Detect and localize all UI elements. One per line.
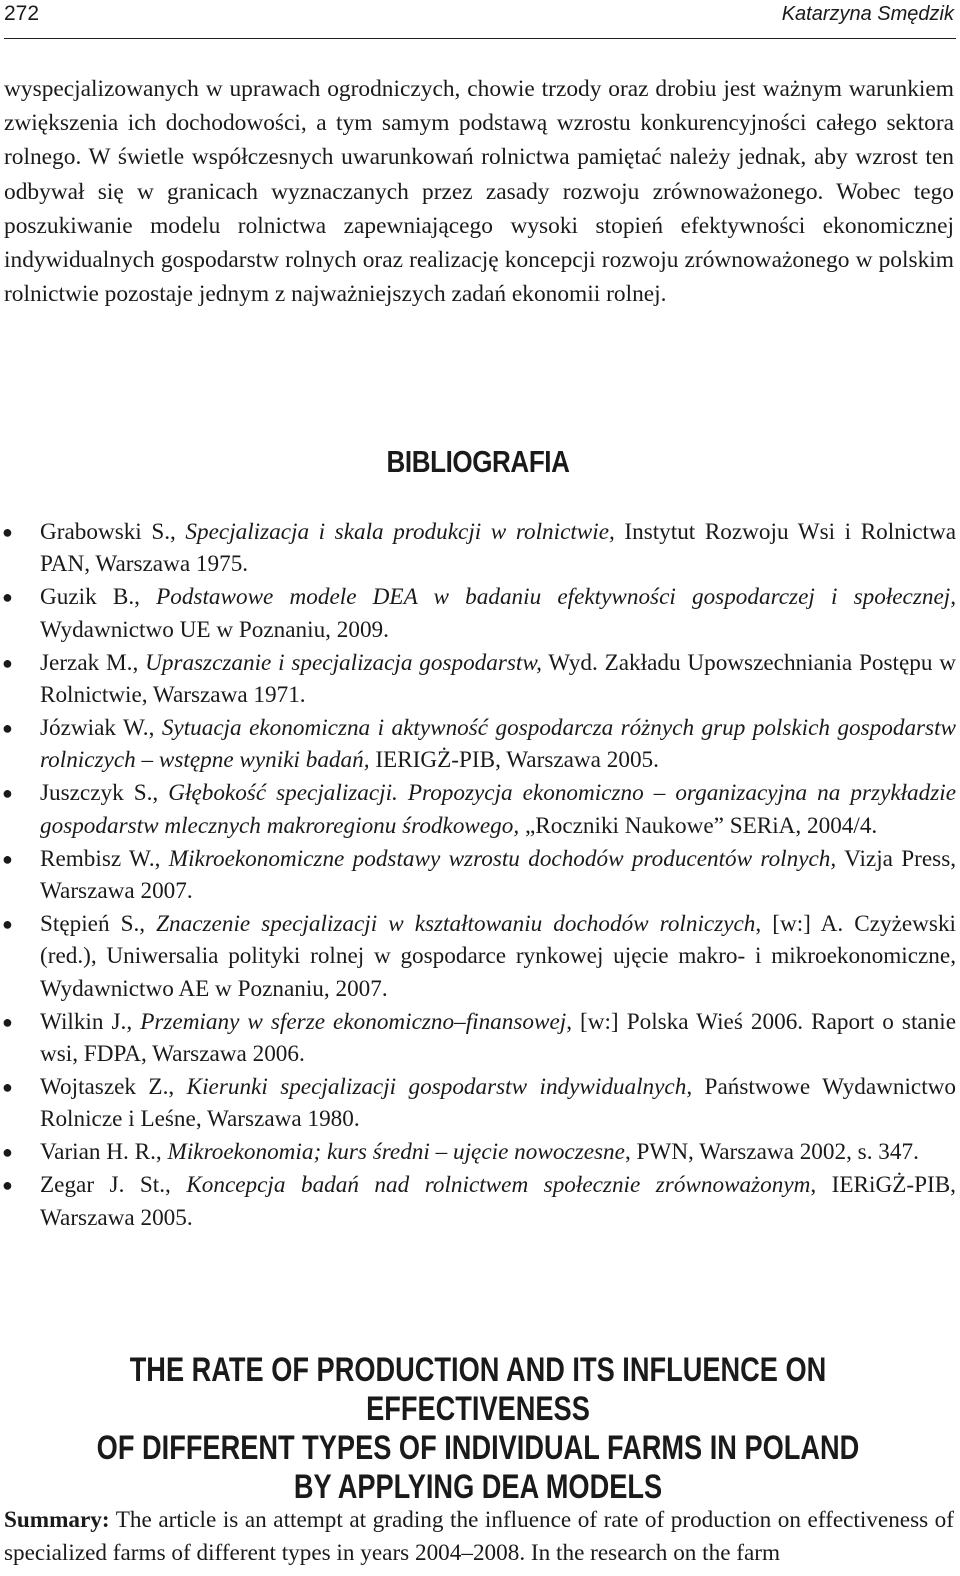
bullet-icon: ● xyxy=(2,913,13,934)
bullet-icon: ● xyxy=(2,1142,13,1163)
bibliography-entry xyxy=(0,647,956,712)
entry-author: Zegar J. St. xyxy=(40,1172,166,1199)
entry-separator: , xyxy=(152,780,169,807)
bibliography-entry xyxy=(0,516,956,581)
entry-publication: Państwowe Wydawnictwo Rolnicze i Leśne, Warszawa 1980. xyxy=(40,1073,957,1133)
english-title xyxy=(96,1351,861,1507)
entry-author: Juszczyk S. xyxy=(40,780,153,807)
summary-text: The article is an attempt at grading the influence of rate of production on effectiveness of specialized farms of different types in years 2004–2008. In the research on the farm xyxy=(4,1507,954,1566)
body-paragraph: wyspecjalizowanych w uprawach ogrodniczych, chowie trzody oraz drobiu jest ważnym warunkiem zwiększenia ich dochodowości, a tym samym podstawą wzrostu konkurencyjności całego sektora rolnego. W świetle współczesnych uwarunkowań rolnictwa pamiętać należy jednak, aby wzrost ten odbywał się w granicach wyznaczanych przez zasady rozwoju zrównoważonego. Wobec tego poszukiwanie modelu rolnictwa zapewniającego wysoki stopień efektywności ekonomicznej indywidualnych gospodarstw rolnych oraz realizację koncepcji rozwoju zrównoważonego w polskim rolnictwie pozostaje jednym z najważniejszych zadań ekonomii rolnej. xyxy=(4,76,954,308)
entry-separator: , xyxy=(154,845,169,872)
entry-publication: „Roczniki Naukowe” SERiA, 2004/4. xyxy=(519,812,878,839)
entry-title: Sytuacja ekonomiczna i aktywność gospodarcza różnych grup polskich gospodarstw rolniczych – wstępne wyniki badań, xyxy=(40,714,956,774)
english-title-line: THE RATE OF PRODUCTION AND ITS INFLUENCE ON EFFECTIVENESS xyxy=(129,1351,827,1428)
bullet-icon: ● xyxy=(2,848,13,869)
page-number: 272 xyxy=(4,2,40,25)
entry-publication: Instytut Rozwoju Wsi i Rolnictwa PAN, Warszawa 1975. xyxy=(40,519,956,578)
entry-author: Jerzak M. xyxy=(40,649,133,676)
bullet-icon: ● xyxy=(2,652,13,673)
bibliography-entry xyxy=(0,1071,956,1136)
bibliography-entry xyxy=(0,843,956,908)
bullet-icon: ● xyxy=(2,587,13,608)
entry-author: Stępień S. xyxy=(40,910,140,937)
bullet-icon: ● xyxy=(2,717,13,738)
entry-author: Rembisz W. xyxy=(40,845,155,872)
entry-publication: , PWN, Warszawa 2002, s. 347. xyxy=(624,1139,919,1166)
entry-publication: , [w:] Polska Wieś 2006. Raport o stanie wsi, FDPA, Warszawa 2006. xyxy=(40,1008,957,1067)
entry-author: Wilkin J. xyxy=(40,1008,127,1035)
bibliography-entry xyxy=(0,908,956,1005)
english-title-line: BY APPLYING DEA MODELS xyxy=(293,1468,663,1506)
entry-separator: , xyxy=(132,649,146,676)
bibliography-entry xyxy=(0,1169,956,1234)
bullet-icon: ● xyxy=(2,1175,13,1196)
running-author: Katarzyna Smędzik xyxy=(781,3,954,25)
entry-title: Przemiany w sferze ekonomiczno–finansowej xyxy=(140,1008,567,1035)
entry-author: Varian H. R. xyxy=(40,1139,156,1166)
bibliography-entry xyxy=(0,581,956,646)
entry-publication: , [w:] A. Czyżewski (red.), Uniwersalia polityki rolnej w gospodarce rynkowej ujęcie makro- i mikroekonomiczne, Wydawnictwo AE w Poznaniu, 2007. xyxy=(40,910,956,1002)
entry-publication: IERIGŻ-PIB, Warszawa 2005. xyxy=(369,747,659,774)
summary-label: Summary: xyxy=(4,1507,110,1533)
entry-title: Podstawowe modele DEA w badaniu efektywności gospodarczej i społecznej, xyxy=(156,584,956,611)
bullet-icon: ● xyxy=(2,1011,13,1032)
bibliography-list xyxy=(0,516,956,1234)
bibliography-heading: BIBLIOGRAFIA xyxy=(386,444,570,479)
bullet-icon: ● xyxy=(2,783,13,804)
bullet-icon: ● xyxy=(2,522,13,542)
entry-author: Grabowski S. xyxy=(40,519,171,545)
entry-title: Specjalizacja i skala produkcji w rolnictwie, xyxy=(185,519,615,545)
entry-separator: , xyxy=(126,1008,141,1035)
entry-publication: Wyd. Zakładu Upowszechniania Postępu w Rolnictwie, Warszawa 1971. xyxy=(40,649,956,709)
entry-title: Mikroekonomiczne podstawy wzrostu dochodów producentów rolnych, xyxy=(168,845,837,872)
entry-title: Kierunki specjalizacji gospodarstw indywidualnych, xyxy=(186,1073,693,1100)
bullet-icon: ● xyxy=(2,1076,13,1097)
entry-title: Mikroekonomia; kurs średni – ujęcie nowoczesne xyxy=(167,1139,625,1166)
entry-separator: , xyxy=(148,714,162,741)
entry-separator: , xyxy=(155,1139,168,1166)
bibliography-entry xyxy=(0,777,956,842)
entry-title: Upraszczanie i specjalizacja gospodarstw, xyxy=(145,649,542,676)
english-title-line: OF DIFFERENT TYPES OF INDIVIDUAL FARMS IN POLAND xyxy=(96,1429,860,1467)
entry-author: Guzik B. xyxy=(40,584,135,611)
entry-separator: , xyxy=(168,1073,187,1100)
entry-separator: , xyxy=(139,910,157,937)
bibliography-entry xyxy=(0,712,956,777)
bibliography-entry xyxy=(0,1006,956,1071)
summary-paragraph xyxy=(4,1504,954,1570)
entry-separator: , xyxy=(170,519,186,545)
running-header xyxy=(4,0,956,39)
entry-separator: , xyxy=(134,584,157,611)
entry-publication: , IERiGŻ-PIB, Warszawa 2005. xyxy=(40,1172,956,1231)
entry-publication: Vizja Press, Warszawa 2007. xyxy=(40,845,957,904)
entry-author: Wojtaszek Z. xyxy=(40,1073,169,1100)
bibliography-entry xyxy=(0,1136,956,1168)
entry-title: Głębokość specjalizacji. Propozycja ekonomiczno – organizacyjna na przykładzie gospodarstw mlecznych makroregionu środkowego, xyxy=(40,780,956,839)
entry-title: Znaczenie specjalizacji w kształtowaniu dochodów rolniczych xyxy=(156,910,756,937)
entry-title: Koncepcja badań nad rolnictwem społecznie zrównoważonym xyxy=(186,1172,811,1199)
entry-publication: Wydawnictwo UE w Poznaniu, 2009. xyxy=(40,616,389,643)
entry-separator: , xyxy=(165,1172,187,1199)
entry-author: Józwiak W. xyxy=(40,714,149,741)
